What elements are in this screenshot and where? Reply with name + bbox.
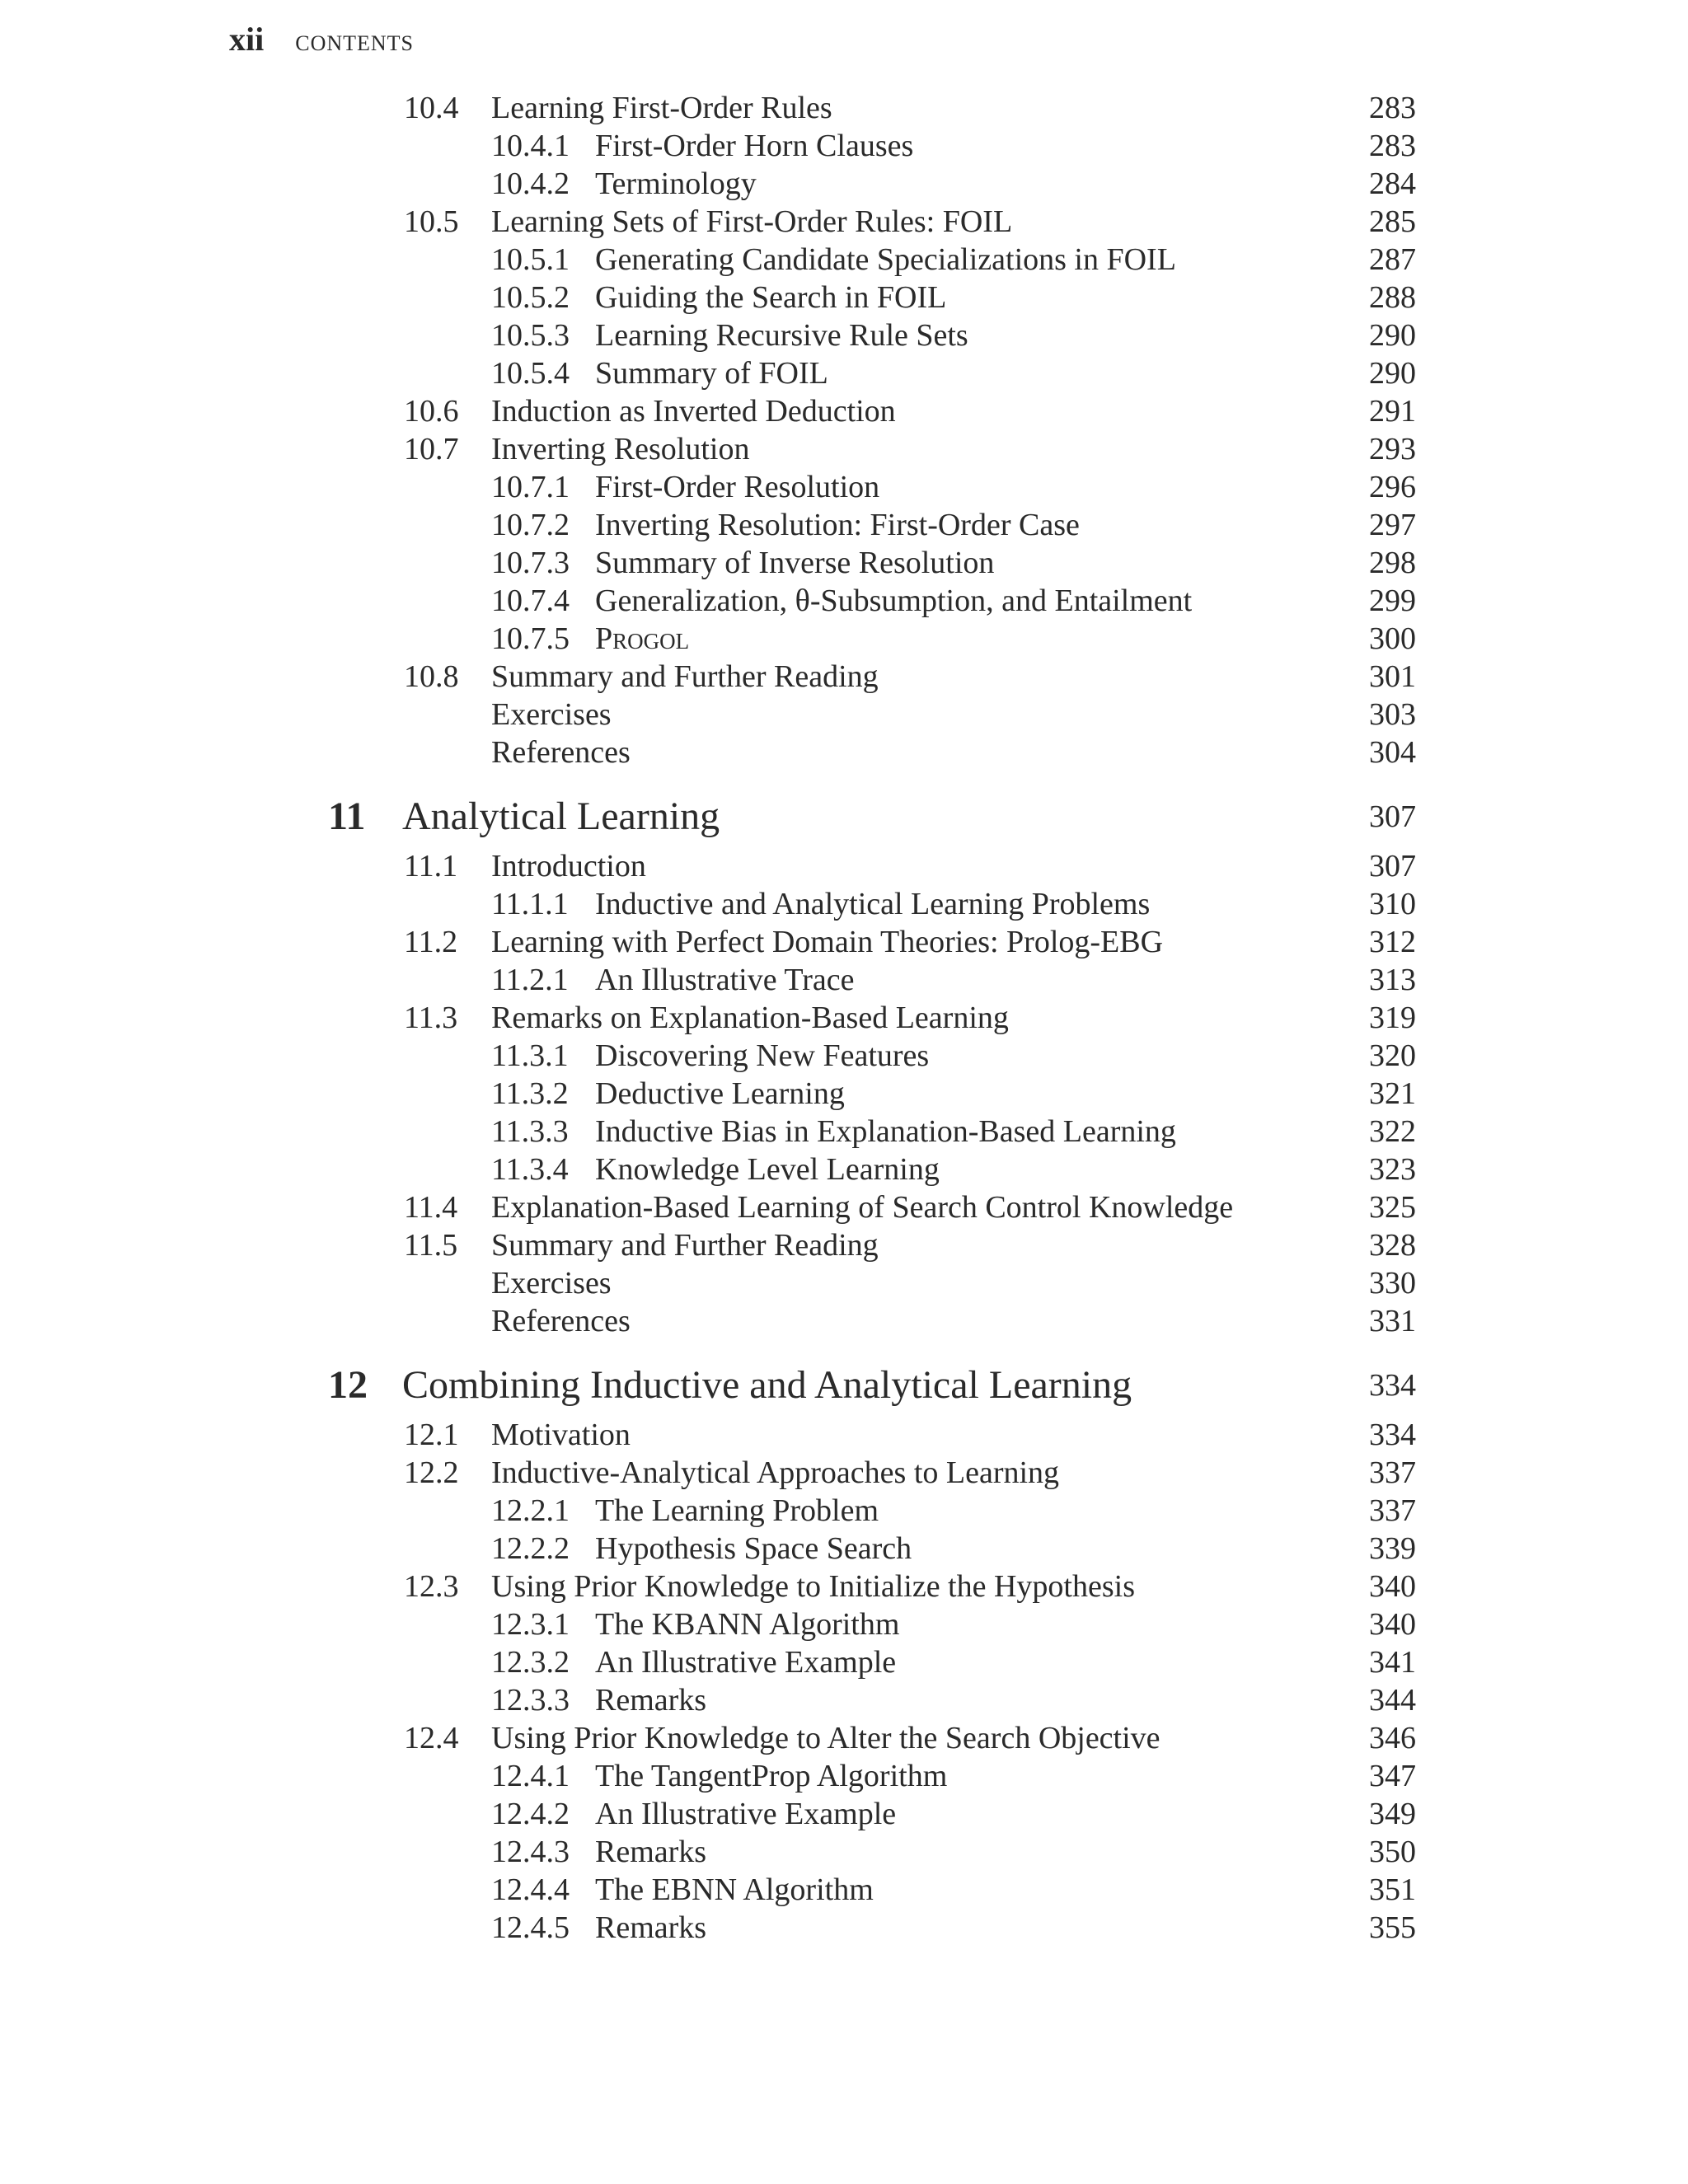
entry-number: 11.3.4 xyxy=(491,1152,569,1187)
chapter-entry xyxy=(0,790,1688,847)
entry-number: 11.4 xyxy=(404,1190,458,1225)
entry-page-number: 350 xyxy=(1369,1835,1416,1869)
entry-number: 10.4.1 xyxy=(491,129,570,163)
entry-page-number: 319 xyxy=(1369,1001,1416,1035)
page-number: xii xyxy=(229,21,265,58)
section-entry xyxy=(0,923,1688,961)
subsection-entry xyxy=(0,1113,1688,1151)
entry-page-number: 288 xyxy=(1369,280,1416,315)
entry-page-number: 351 xyxy=(1369,1872,1416,1907)
entry-title: Guiding the Search in FOIL xyxy=(595,280,947,315)
entry-number: 12.3.1 xyxy=(491,1607,570,1642)
entry-title: Analytical Learning xyxy=(402,794,720,838)
subsection-entry xyxy=(0,1037,1688,1075)
section-entry xyxy=(0,1188,1688,1226)
entry-title: Summary and Further Reading xyxy=(491,659,879,694)
subsection-entry xyxy=(0,582,1688,620)
entry-page-number: 307 xyxy=(1369,799,1416,834)
entry-number: 12.3 xyxy=(404,1569,459,1604)
entry-page-number: 287 xyxy=(1369,242,1416,277)
entry-number: 11.3.3 xyxy=(491,1114,569,1149)
subsection-entry xyxy=(0,1075,1688,1113)
entry-page-number: 293 xyxy=(1369,432,1416,466)
entry-title: Remarks xyxy=(595,1835,707,1869)
subsection-entry xyxy=(0,316,1688,354)
entry-title: An Illustrative Trace xyxy=(595,963,855,997)
entry-page-number: 291 xyxy=(1369,394,1416,429)
entry-page-number: 347 xyxy=(1369,1759,1416,1793)
subsection-entry xyxy=(0,1909,1688,1947)
running-header xyxy=(229,20,414,69)
entry-number: 12.2 xyxy=(404,1455,459,1490)
entry-page-number: 344 xyxy=(1369,1683,1416,1718)
entry-title: Using Prior Knowledge to Initialize the Hypothesis xyxy=(491,1569,1135,1604)
entry-number: 10.4 xyxy=(404,91,459,125)
entry-page-number: 328 xyxy=(1369,1228,1416,1263)
entry-title: Inductive-Analytical Approaches to Learning xyxy=(491,1455,1060,1490)
entry-number: 12.4.1 xyxy=(491,1759,570,1793)
entry-title: Learning Sets of First-Order Rules: FOIL xyxy=(491,204,1013,239)
subsection-entry xyxy=(0,620,1688,658)
entry-number: 10.5.4 xyxy=(491,356,570,391)
entry-number: 10.5.3 xyxy=(491,318,570,353)
entry-title: The TangentProp Algorithm xyxy=(595,1759,948,1793)
entry-page-number: 290 xyxy=(1369,356,1416,391)
entry-page-number: 284 xyxy=(1369,166,1416,201)
entry-number: 10.7.1 xyxy=(491,470,570,504)
entry-title: The KBANN Algorithm xyxy=(595,1607,900,1642)
subsection-entry xyxy=(0,1530,1688,1568)
entry-number: 10.6 xyxy=(404,394,459,429)
entry-title: Progol xyxy=(595,621,690,656)
entry-title: Learning with Perfect Domain Theories: Prolog-EBG xyxy=(491,925,1164,959)
entry-page-number: 349 xyxy=(1369,1797,1416,1831)
entry-number: 12.4.2 xyxy=(491,1797,570,1831)
entry-page-number: 339 xyxy=(1369,1531,1416,1566)
section-entry xyxy=(0,1454,1688,1492)
subsection-entry xyxy=(0,279,1688,316)
subsection-entry xyxy=(0,241,1688,279)
entry-number: 12.1 xyxy=(404,1418,459,1452)
entry-page-number: 283 xyxy=(1369,91,1416,125)
section-entry xyxy=(0,1226,1688,1264)
section-entry xyxy=(0,89,1688,127)
entry-number: 10.5.2 xyxy=(491,280,570,315)
entry-number: 11.3.1 xyxy=(491,1038,569,1073)
entry-number: 11.2 xyxy=(404,925,458,959)
entry-page-number: 334 xyxy=(1369,1418,1416,1452)
entry-page-number: 340 xyxy=(1369,1569,1416,1604)
subsection-entry xyxy=(0,354,1688,392)
entry-title: Remarks on Explanation-Based Learning xyxy=(491,1001,1009,1035)
subsection-entry xyxy=(0,165,1688,203)
entry-number: 10.7.2 xyxy=(491,508,570,542)
entry-title: Knowledge Level Learning xyxy=(595,1152,940,1187)
entry-number: 10.4.2 xyxy=(491,166,570,201)
subsection-entry xyxy=(0,127,1688,165)
entry-page-number: 331 xyxy=(1369,1304,1416,1338)
entry-number: 12.3.2 xyxy=(491,1645,570,1680)
entry-page-number: 322 xyxy=(1369,1114,1416,1149)
entry-page-number: 337 xyxy=(1369,1455,1416,1490)
entry-page-number: 290 xyxy=(1369,318,1416,353)
entry-number: 12.4.5 xyxy=(491,1910,570,1945)
entry-title: References xyxy=(491,735,631,770)
entry-title: Introduction xyxy=(491,849,646,883)
section-entry xyxy=(0,696,1688,733)
entry-title: First-Order Horn Clauses xyxy=(595,129,914,163)
table-of-contents xyxy=(0,89,1688,1947)
entry-page-number: 300 xyxy=(1369,621,1416,656)
entry-number: 11.1.1 xyxy=(491,887,569,921)
subsection-entry xyxy=(0,1151,1688,1188)
entry-number: 10.7.3 xyxy=(491,546,570,580)
entry-title: Hypothesis Space Search xyxy=(595,1531,912,1566)
entry-title: Terminology xyxy=(595,166,757,201)
section-entry xyxy=(0,430,1688,468)
entry-number: 11.2.1 xyxy=(491,963,569,997)
entry-title: Inverting Resolution: First-Order Case xyxy=(595,508,1080,542)
section-entry xyxy=(0,847,1688,885)
chapter-entry xyxy=(0,1358,1688,1416)
entry-title: An Illustrative Example xyxy=(595,1645,897,1680)
entry-number: 11.1 xyxy=(404,849,458,883)
subsection-entry xyxy=(0,1605,1688,1643)
entry-number: 11.3.2 xyxy=(491,1076,569,1111)
section-entry xyxy=(0,1416,1688,1454)
subsection-entry xyxy=(0,544,1688,582)
entry-page-number: 303 xyxy=(1369,697,1416,732)
entry-page-number: 321 xyxy=(1369,1076,1416,1111)
subsection-entry xyxy=(0,1492,1688,1530)
entry-title: Learning Recursive Rule Sets xyxy=(595,318,968,353)
entry-page-number: 296 xyxy=(1369,470,1416,504)
section-entry xyxy=(0,1264,1688,1302)
entry-title: Remarks xyxy=(595,1910,707,1945)
entry-page-number: 355 xyxy=(1369,1910,1416,1945)
entry-number: 10.7.4 xyxy=(491,583,570,618)
section-entry xyxy=(0,658,1688,696)
subsection-entry xyxy=(0,1795,1688,1833)
subsection-entry xyxy=(0,468,1688,506)
entry-page-number: 310 xyxy=(1369,887,1416,921)
entry-title: The EBNN Algorithm xyxy=(595,1872,874,1907)
entry-page-number: 283 xyxy=(1369,129,1416,163)
entry-title: Remarks xyxy=(595,1683,707,1718)
entry-number: 12.2.2 xyxy=(491,1531,570,1566)
entry-title: Using Prior Knowledge to Alter the Search Objective xyxy=(491,1721,1160,1755)
subsection-entry xyxy=(0,1643,1688,1681)
entry-title: Inductive Bias in Explanation-Based Learning xyxy=(595,1114,1176,1149)
entry-page-number: 334 xyxy=(1369,1368,1416,1403)
entry-page-number: 313 xyxy=(1369,963,1416,997)
subsection-entry xyxy=(0,885,1688,923)
entry-title: Learning First-Order Rules xyxy=(491,91,832,125)
section-entry xyxy=(0,1302,1688,1340)
entry-title: Generating Candidate Specializations in FOIL xyxy=(595,242,1176,277)
entry-page-number: 340 xyxy=(1369,1607,1416,1642)
entry-title: Summary of FOIL xyxy=(595,356,828,391)
section-entry xyxy=(0,1568,1688,1605)
entry-page-number: 298 xyxy=(1369,546,1416,580)
section-entry xyxy=(0,733,1688,771)
entry-title: Deductive Learning xyxy=(595,1076,845,1111)
subsection-entry xyxy=(0,961,1688,999)
entry-number: 10.7 xyxy=(404,432,459,466)
entry-page-number: 341 xyxy=(1369,1645,1416,1680)
entry-title: Exercises xyxy=(491,1266,612,1301)
entry-title: First-Order Resolution xyxy=(595,470,880,504)
subsection-entry xyxy=(0,1871,1688,1909)
entry-number: 11.3 xyxy=(404,1001,458,1035)
section-entry xyxy=(0,999,1688,1037)
entry-number: 12.2.1 xyxy=(491,1493,570,1528)
section-entry xyxy=(0,392,1688,430)
entry-page-number: 325 xyxy=(1369,1190,1416,1225)
entry-title: Exercises xyxy=(491,697,612,732)
running-head-label: CONTENTS xyxy=(295,31,415,55)
entry-number: 12.3.3 xyxy=(491,1683,570,1718)
entry-page-number: 285 xyxy=(1369,204,1416,239)
entry-title: Summary of Inverse Resolution xyxy=(595,546,995,580)
entry-title: References xyxy=(491,1304,631,1338)
entry-number: 10.5.1 xyxy=(491,242,570,277)
entry-page-number: 320 xyxy=(1369,1038,1416,1073)
entry-page-number: 297 xyxy=(1369,508,1416,542)
entry-number: 10.8 xyxy=(404,659,459,694)
entry-number: 12 xyxy=(328,1363,368,1407)
section-entry xyxy=(0,203,1688,241)
entry-page-number: 346 xyxy=(1369,1721,1416,1755)
subsection-entry xyxy=(0,1833,1688,1871)
entry-title: The Learning Problem xyxy=(595,1493,879,1528)
entry-number: 12.4 xyxy=(404,1721,459,1755)
entry-title: An Illustrative Example xyxy=(595,1797,897,1831)
entry-number: 12.4.3 xyxy=(491,1835,570,1869)
entry-title: Inverting Resolution xyxy=(491,432,750,466)
entry-page-number: 299 xyxy=(1369,583,1416,618)
entry-number: 10.7.5 xyxy=(491,621,570,656)
subsection-entry xyxy=(0,1681,1688,1719)
entry-page-number: 304 xyxy=(1369,735,1416,770)
subsection-entry xyxy=(0,506,1688,544)
entry-page-number: 323 xyxy=(1369,1152,1416,1187)
entry-title: Explanation-Based Learning of Search Control Knowledge xyxy=(491,1190,1234,1225)
entry-title: Motivation xyxy=(491,1418,631,1452)
entry-title: Generalization, θ-Subsumption, and Entailment xyxy=(595,583,1193,618)
entry-title: Combining Inductive and Analytical Learning xyxy=(402,1363,1132,1407)
subsection-entry xyxy=(0,1757,1688,1795)
entry-page-number: 330 xyxy=(1369,1266,1416,1301)
entry-title: Discovering New Features xyxy=(595,1038,930,1073)
entry-title: Induction as Inverted Deduction xyxy=(491,394,896,429)
entry-page-number: 307 xyxy=(1369,849,1416,883)
entry-number: 12.4.4 xyxy=(491,1872,570,1907)
entry-page-number: 301 xyxy=(1369,659,1416,694)
entry-number: 11 xyxy=(328,794,366,838)
entry-title: Summary and Further Reading xyxy=(491,1228,879,1263)
entry-number: 10.5 xyxy=(404,204,459,239)
entry-page-number: 312 xyxy=(1369,925,1416,959)
entry-number: 11.5 xyxy=(404,1228,458,1263)
entry-title: Inductive and Analytical Learning Problems xyxy=(595,887,1151,921)
section-entry xyxy=(0,1719,1688,1757)
entry-page-number: 337 xyxy=(1369,1493,1416,1528)
